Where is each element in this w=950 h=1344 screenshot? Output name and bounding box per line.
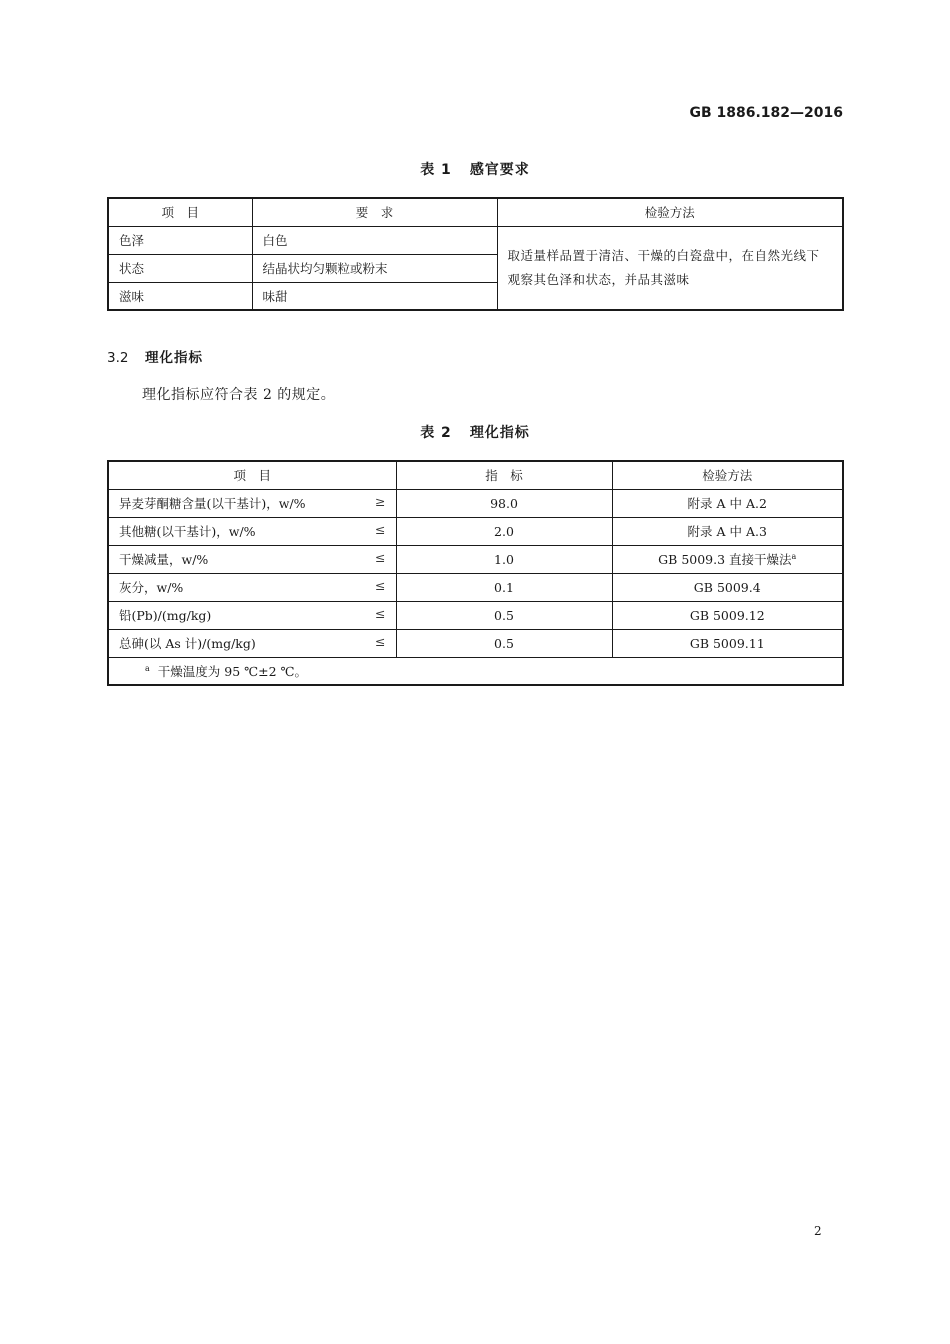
row-value: 0.5 <box>396 601 612 629</box>
row-item <box>108 517 396 545</box>
table-row <box>108 601 843 629</box>
table1-caption-title: 感官要求 <box>469 162 530 178</box>
table-header-row <box>108 198 843 226</box>
header-method: 检验方法 <box>497 198 843 226</box>
table1-caption-number: 表 1 <box>420 162 452 178</box>
table-row <box>108 545 843 573</box>
page-number: 2 <box>814 1224 822 1238</box>
sensory-method: 取适量样品置于清洁、干燥的白瓷盘中，在自然光线下观察其色泽和状态，并品其滋味 <box>497 226 843 310</box>
table2-caption <box>0 422 950 442</box>
header-method: 检验方法 <box>612 461 843 489</box>
row-method: 附录 A 中 A.2 <box>612 489 843 517</box>
comparison-symbol: ≥ <box>375 494 386 509</box>
row-value: 2.0 <box>396 517 612 545</box>
row-item <box>108 545 396 573</box>
footnote-row <box>108 657 843 685</box>
row-method <box>612 545 843 573</box>
row-item: 滋味 <box>108 282 252 310</box>
header-requirement: 要 求 <box>252 198 497 226</box>
section-number: 3.2 <box>107 350 129 366</box>
method-text: GB 5009.3 直接干燥法 <box>658 552 792 567</box>
footnote-text: 干燥温度为 95 ℃±2 ℃。 <box>157 663 308 679</box>
header-item: 项 目 <box>108 461 396 489</box>
row-method: GB 5009.4 <box>612 573 843 601</box>
section-heading <box>107 346 203 366</box>
row-requirement: 结晶状均匀颗粒或粉末 <box>252 254 497 282</box>
comparison-symbol: ≤ <box>375 634 386 649</box>
header-item: 项 目 <box>108 198 252 226</box>
comparison-symbol: ≤ <box>375 522 386 537</box>
item-text: 总砷(以 As 计)/(mg/kg) <box>119 636 256 651</box>
item-text: 铅(Pb)/(mg/kg) <box>119 608 212 623</box>
comparison-symbol: ≤ <box>375 578 386 593</box>
item-text: 灰分，w/% <box>119 580 184 595</box>
item-text: 干燥减量，w/% <box>119 552 209 567</box>
row-requirement: 白色 <box>252 226 497 254</box>
row-item <box>108 629 396 657</box>
row-method: GB 5009.12 <box>612 601 843 629</box>
footnote-reference: a <box>791 551 797 561</box>
comparison-symbol: ≤ <box>375 550 386 565</box>
section-title: 理化指标 <box>145 350 203 366</box>
table-row <box>108 573 843 601</box>
row-item <box>108 489 396 517</box>
row-requirement: 味甜 <box>252 282 497 310</box>
row-value: 0.1 <box>396 573 612 601</box>
footnote-marker: a <box>145 663 150 673</box>
section-paragraph: 理化指标应符合表 2 的规定。 <box>142 387 336 403</box>
table-row <box>108 489 843 517</box>
table-row <box>108 629 843 657</box>
row-value: 98.0 <box>396 489 612 517</box>
row-item: 色泽 <box>108 226 252 254</box>
table-header-row <box>108 461 843 489</box>
row-value: 0.5 <box>396 629 612 657</box>
physicochemical-table <box>107 460 844 686</box>
footnote <box>108 657 843 685</box>
row-value: 1.0 <box>396 545 612 573</box>
row-method: 附录 A 中 A.3 <box>612 517 843 545</box>
table1-caption <box>0 159 950 179</box>
item-text: 异麦芽酮糖含量(以干基计)，w/% <box>119 496 306 511</box>
table-row <box>108 517 843 545</box>
sensory-requirements-table <box>107 197 844 311</box>
row-item <box>108 601 396 629</box>
item-text: 其他糖(以干基计)，w/% <box>119 524 256 539</box>
row-method: GB 5009.11 <box>612 629 843 657</box>
table-row <box>108 226 843 254</box>
table2-caption-title: 理化指标 <box>469 425 530 441</box>
table2-caption-number: 表 2 <box>420 425 452 441</box>
comparison-symbol: ≤ <box>375 606 386 621</box>
row-item <box>108 573 396 601</box>
header-indicator: 指 标 <box>396 461 612 489</box>
standard-code: GB 1886.182—2016 <box>689 105 843 121</box>
row-item: 状态 <box>108 254 252 282</box>
